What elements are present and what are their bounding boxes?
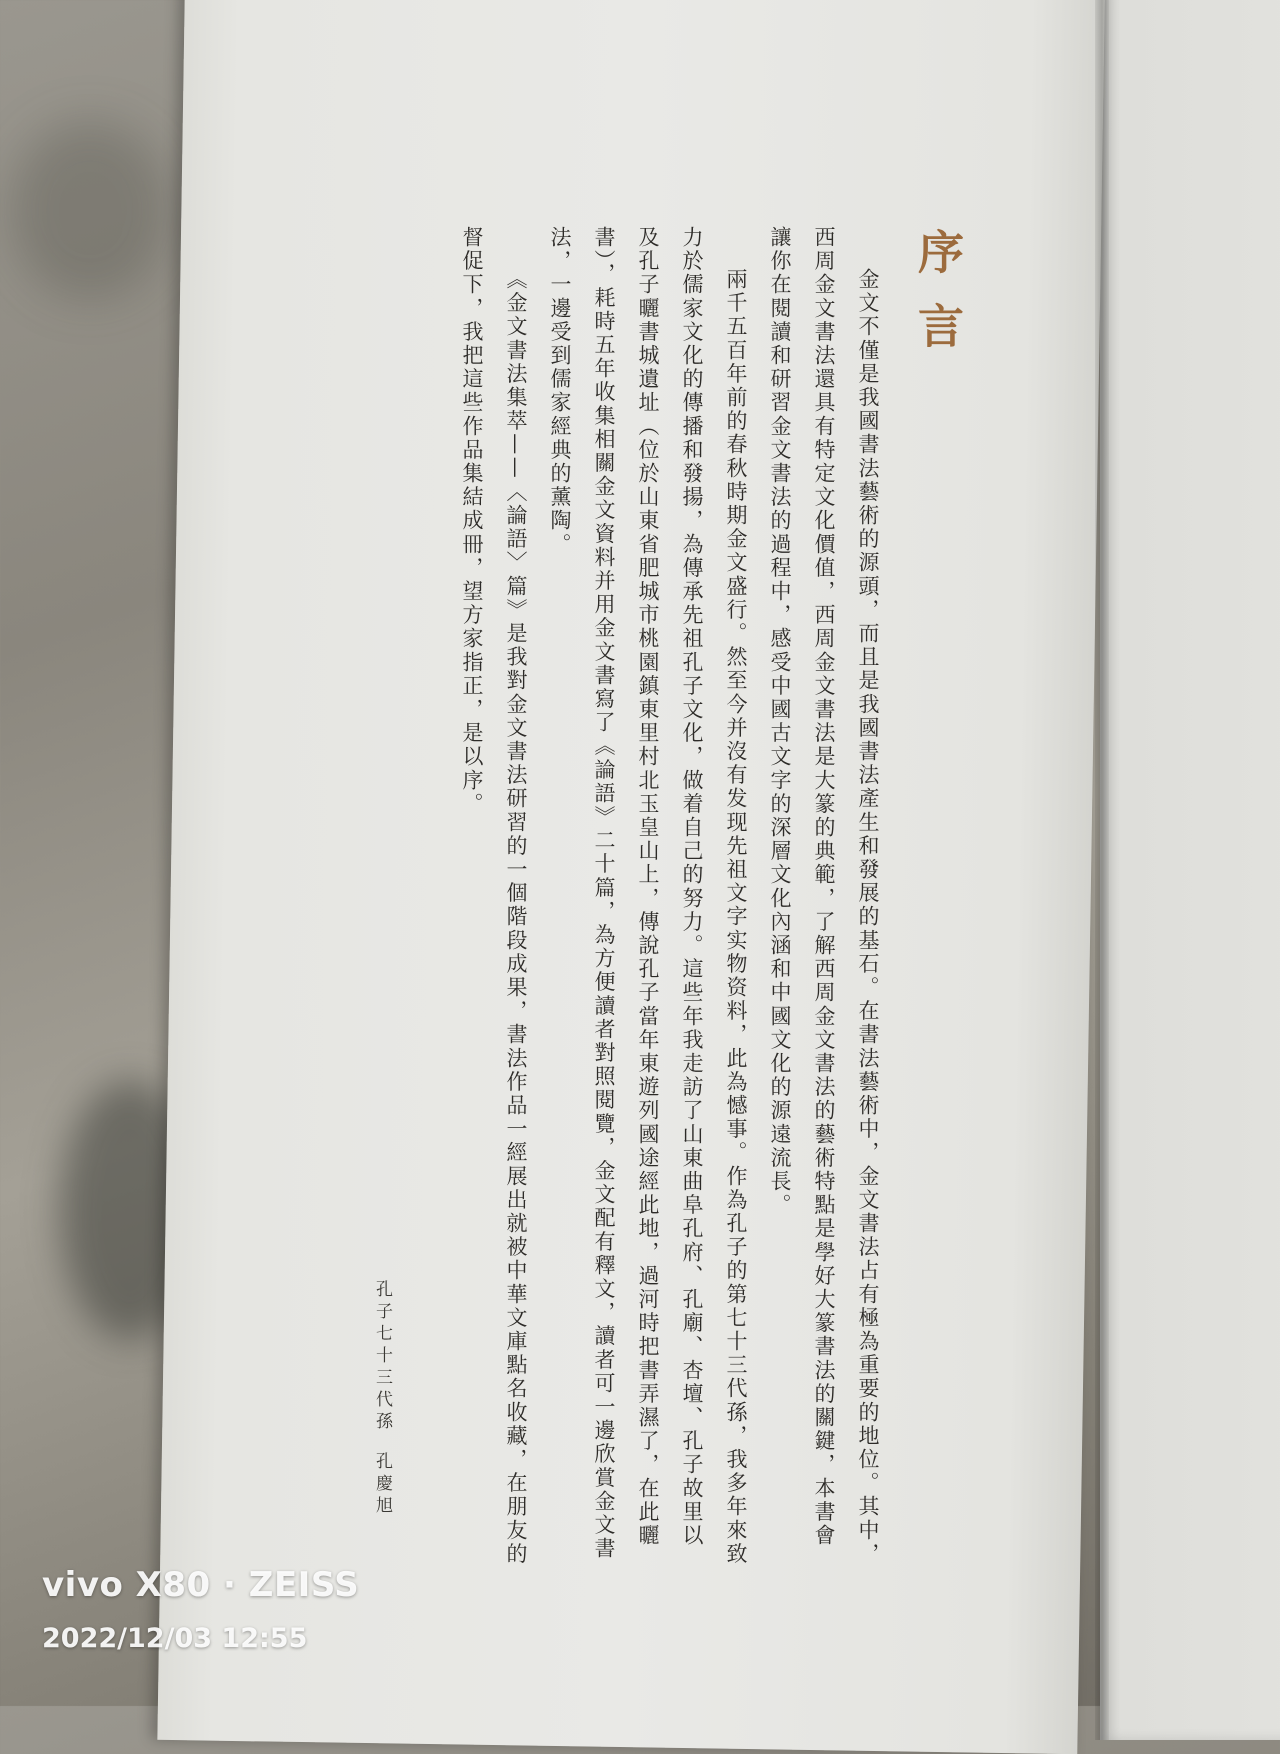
facing-page xyxy=(1100,0,1280,1740)
preface-title: 序言 xyxy=(911,228,965,376)
camera-brand: vivo X80 · ZEISS xyxy=(42,1565,360,1605)
preface-paragraph-3: 《金文書法集萃——〈論語〉篇》是我對金文書法研習的一個階段成果，書法作品一經展出就被中華文庫點名收藏，在朋友的督促下，我把這些作品集結成冊，望方家指正，是以序。 xyxy=(460,226,528,1566)
preface-paragraph-2: 兩千五百年前的春秋時期金文盛行。然至今并沒有发现先祖文字实物资料，此為憾事。作為孔子的第七十三代孫，我多年來致力於儒家文化的傳播和發揚，為傳承先祖孔子文化，做着自己的努力。這些年我走訪了山東曲阜孔府、孔廟、杏壇、孔子故里以及孔子曬書城遺址（位於山東省肥城市桃園鎮東里村北玉皇山上，傳說孔子當年東遊列國途經此地，過河時把書弄濕了，在此曬書），耗時五年收集相關金文資料并用金文書寫了《論語》二十篇，為方便讀者對照閱覽，金文配有釋文，讀者可一邊欣賞金文書法，一邊受到儒家經典的薰陶。 xyxy=(548,226,748,1566)
signature-name: 孔慶旭 xyxy=(372,1452,392,1518)
signature-lineage: 孔子七十三代孫 xyxy=(372,1280,392,1434)
book-gutter xyxy=(1095,0,1109,1740)
preface-paragraph-1: 金文不僅是我國書法藝術的源頭，而且是我國書法產生和發展的基石。在書法藝術中，金文書法占有極為重要的地位。其中，西周金文書法還具有特定文化價值，西周金文書法是大篆的典範，了解西周金文書法的藝術特點是學好大篆書法的關鍵，本書會讓你在閱讀和研習金文書法的過程中，感受中國古文字的深層文化內涵和中國文化的源遠流長。 xyxy=(768,226,880,1566)
author-signature xyxy=(370,1280,395,1518)
photo-timestamp: 2022/12/03 12:55 xyxy=(42,1623,308,1654)
table-surface-stain xyxy=(10,120,170,300)
camera-watermark xyxy=(42,1565,359,1654)
preface-body xyxy=(430,226,890,1566)
